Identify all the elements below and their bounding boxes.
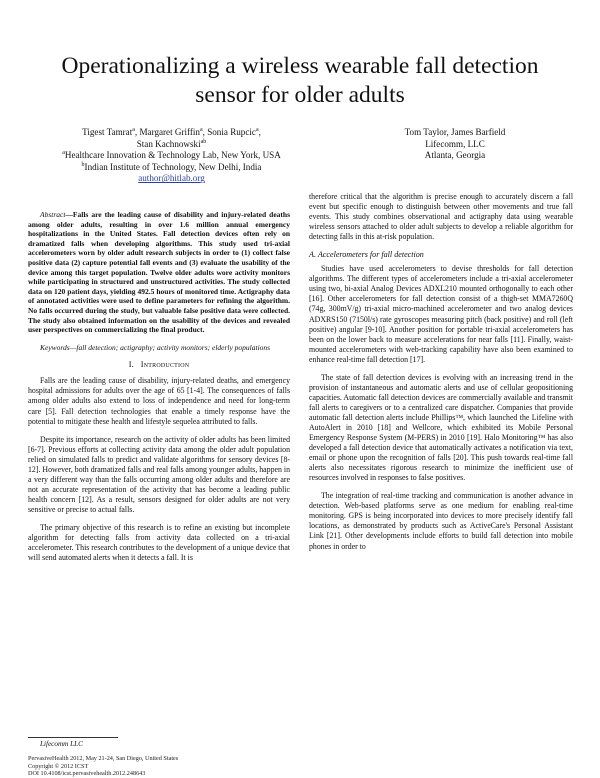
- abstract-label: Abstract: [40, 210, 66, 219]
- intro-paragraph-2: Despite its importance, research on the activity of older adults has been limited [6-7]. Previous efforts at collecting activity data among the older adult population relied on simulated falls to predict and validate algorithms for sensory devices [8-12]. However, both dramatized falls and real falls among younger adults, happen in a very different way than the falls occurring among older adults and therefore are not an accurate representation of the activity that has become a leading public health concern [12]. As a result, sensors designed for older adults are not very sensitive or precise to actual falls.: [28, 434, 290, 514]
- author-name: Tigest Tamrat: [82, 127, 133, 137]
- affiliation-mark: a: [199, 126, 203, 133]
- author-block-right: [330, 127, 580, 162]
- left-column: [28, 210, 290, 571]
- author-location: Atlanta, Georgia: [424, 150, 486, 161]
- accelerometers-paragraph-1: Studies have used accelerometers to devise thresholds for fall detection algorithms. The different types of accelerometers include a tri-axial accelerometer using two, bi-axial Analog Devices ADXL210 mounted orthogonally to each other [16]. Other accelerometers for fall detection consist of a thigh-set MMA7260Q (74g, 300mV/g) tri-axial micro-machined accelerometer and two analog devices ADXRS150 (7150l/s) rate gyroscopes measuring pitch (back positive) and roll (left positive) angular [9-10]. Another position for portable tri-axial accelerometers has been on the lower back to measure accelerations for near falls [11]. Finally, waist-mounted accelerometers with web-tracking capability have also been examined to enhance real-time fall detection [17].: [309, 264, 573, 364]
- footnote-divider: [28, 737, 118, 738]
- affiliation-mark: a: [132, 126, 135, 133]
- title-line-1: Operationalizing a wireless wearable fall detection: [61, 53, 539, 79]
- author-names: Tom Taylor, James Barfield: [404, 127, 506, 137]
- section-heading-introduction: [28, 360, 290, 370]
- footnote: Lifecomm LLC: [40, 740, 83, 748]
- affiliation-mark: b: [81, 161, 85, 168]
- paper-title: [30, 52, 570, 110]
- author-name: Stan Kachnowski: [136, 138, 201, 149]
- doi-line: DOI 10.4108/icst.pervasivehealth.2012.248643: [28, 770, 146, 778]
- affiliation-mark: a: [62, 150, 65, 157]
- author-organization: Lifecomm, LLC: [425, 138, 485, 149]
- section-title: Introduction: [140, 360, 190, 370]
- affiliation-1: [30, 150, 313, 162]
- section-number: I.: [128, 360, 134, 370]
- subsection-heading-accelerometers: A. Accelerometers for fall detection: [309, 250, 424, 260]
- affiliation-mark: ab: [200, 138, 207, 145]
- author-name: , Margaret Griffin: [134, 127, 200, 137]
- author-names-line-1: [30, 127, 313, 139]
- abstract: [28, 210, 290, 335]
- accelerometers-paragraph-3: The integration of real-time tracking and communication is another advance in detection. Web-based platforms serve as one medium for enabling real-time monitoring. GPS is being incorporated into devices to more precisely identify fall locations, as demonstrated by products such as ActiveCare's Personal Assistant Link [21]. Other developments include efforts to build fall detection into mobile phones in order to: [309, 491, 573, 551]
- abstract-dash: —: [65, 210, 73, 219]
- author-email-link[interactable]: author@hitlab.org: [138, 173, 205, 184]
- author-name: , Sonia Rupcic: [202, 127, 256, 137]
- title-line-2: sensor for older adults: [195, 82, 405, 108]
- affiliation-2: [30, 162, 313, 174]
- conference-line: PervasiveHealth 2012, May 21-24, San Diego, United States: [28, 755, 179, 762]
- intro-paragraph-3: The primary objective of this research is to refine an existing but incomplete algorithm for detecting falls from activity data collected on a tri-axial accelerometer. This research contributes to the development of a unique device that will send automated alerts when it detects a fall. It is: [28, 522, 290, 563]
- conference-info: [28, 755, 178, 778]
- abstract-body: Falls are the leading cause of disability and injury-related deaths among older adults, resulting in over 1.6 million annual emergency hospitalizations in the United States. Fall detection devices often rely on dramatized falls when developing algorithms. This study used tri-axial accelerometers worn by older adult research subjects in order to (1) collect false positive data (2) capture potential fall events and (3) evaluate the usability of the device among this target population. Twelve older adults wore activity monitors while participating in structured and unstructured activities. The study collected data on 120 patient days, yielding 492.5 hours of monitored time. Actigraphy data of annotated activities were used to define parameters for refining the algorithm. No falls occurred during the study, but valuable false positive data were collected. The study also obtained information on the usability of the devices and revealed user perspectives on commercializing the final product.: [28, 210, 290, 335]
- keywords: Keywords—fall detection; actigraphy; activity monitors; elderly populations: [40, 342, 271, 352]
- accelerometers-paragraph-2: The state of fall detection devices is evolving with an increasing trend in the provision of instantaneous and automatic alerts and use of cellular geopositioning capacities. Automatic fall detection devices are commercially available and transmit fall alerts to caregivers or to a centralized care dispatcher. Companies that provide automatic fall detection alerts include Phillips™, which launched the Lifeline with AutoAlert in 2010 [18] and Wellcore, which exhibited its Mobile Personal Emergency Response System (M-PERS) in 2010 [19]. Halo Monitoring™ has also developed a fall detection device that automatically activates a notification via text, email or phone upon the recognition of falls [20]. This push towards real-time fall alerts also necessitates rigorous research to minimize the inefficient use of resources involved in responses to false positives.: [309, 372, 573, 483]
- author-separator: ,: [258, 127, 261, 137]
- affiliation-text: Healthcare Innovation & Technology Lab, New York, USA: [64, 150, 281, 161]
- author-names-line-2: [30, 139, 313, 151]
- intro-paragraph-1: Falls are the leading cause of disability, injury-related deaths, and emergency hospital admissions for adults over the age of 65 [1-4]. The consequences of falls among older adults also extend to loss of independence and need for long-term care [5]. Fall detection technologies that enable a timely response have the potential to mitigate these health and lifestyle sequelea attributed to falls.: [28, 376, 290, 426]
- copyright-line: Copyright © 2012 ICST: [28, 762, 89, 770]
- intro-continuation: therefore critical that the algorithm is precise enough to accurately discern a fall event but specific enough to distinguish between other movements and true fall events. This study combines observational and actigraphy data using wearable wireless sensors attached to older adult subjects to develop a reliable algorithm for detecting falls in this at-risk population.: [309, 192, 573, 242]
- affiliation-text: Indian Institute of Technology, New Delhi, India: [84, 161, 262, 172]
- author-block-left: [30, 127, 313, 185]
- right-column: [309, 192, 573, 560]
- affiliation-mark: a: [255, 126, 259, 133]
